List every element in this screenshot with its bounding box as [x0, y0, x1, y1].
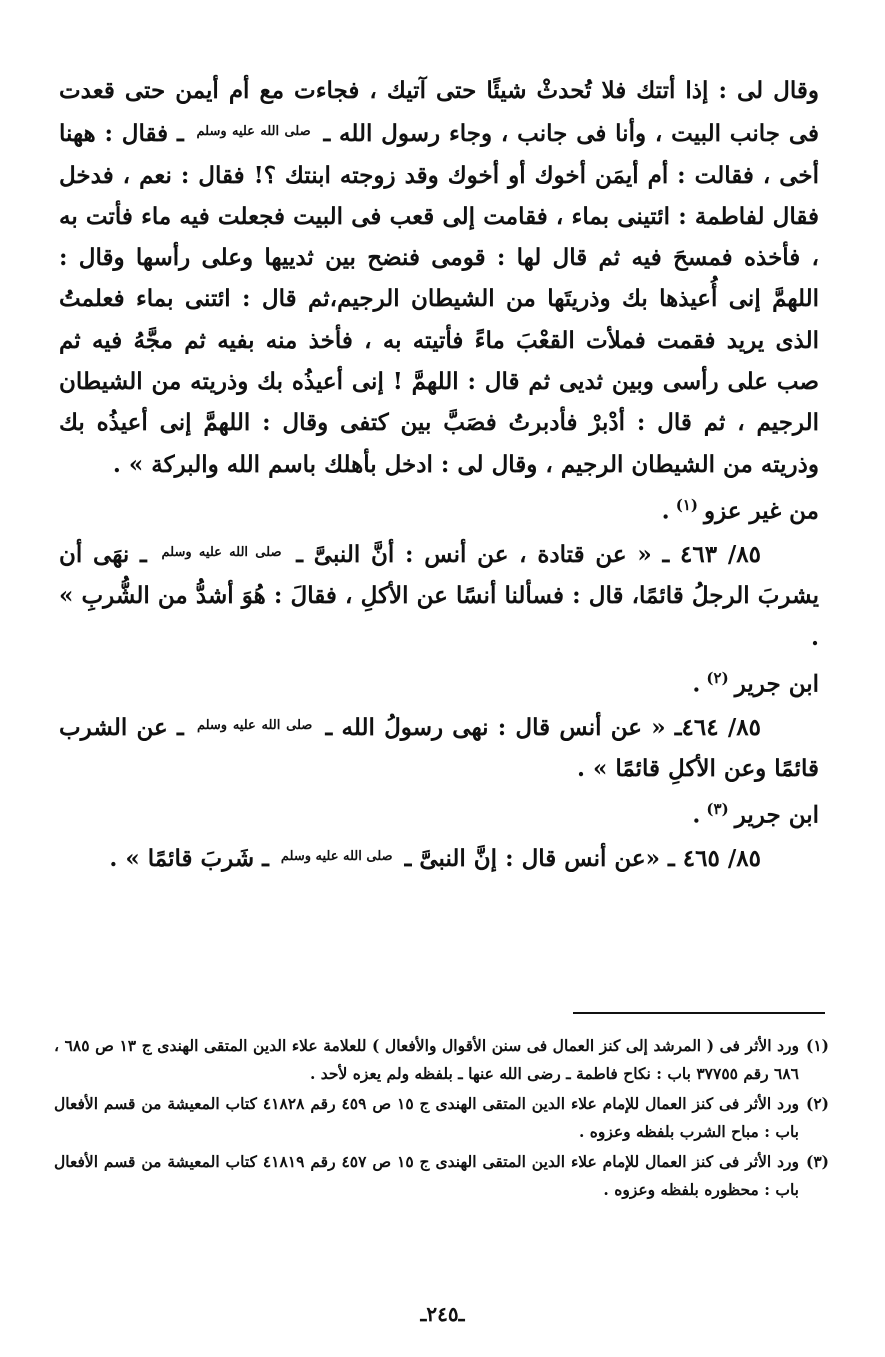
footnote-2 [54, 1090, 829, 1146]
footnote-text: ورد الأثر فى ( المرشد إلى كنز العمال فى سنن الأقوال والأفعال ) للعلامة علاء الدين المتقى الهندى ج ١٣ ص ٦٨٥ ، ٦٨٦ رقم ٣٧٧٥٥ باب : نكاح فاطمة ـ رضى الله عنها ـ بلفظه ولم يعزه لأحد . [54, 1036, 799, 1083]
text-segment: ـ فقال : ههنا أخى ، فقالت : أم أيمَن أخوك أو أخوك وقد زوجته ابنتك ؟! فقال : نعم ، فدخل فقال لفاطمة : ائتينى بماء ، فقامت إلى قعب فى البيت فجعلت فيه ماء فأتت به ، فأخذه فمسحَ فيه ثم قال لها : قومى فنضح بين ثدييها وعلى رأسها وقال : اللهمَّ إنى أُعيذها بك وذريتَها من الشيطان الرجيم،ثم قال : ائتنى بماء فعلمتُ الذى يريد فقمت فملأت القعْبَ ماءً فأتيته به ، فأخذ منه بفيه ثم مجَّهُ فيه ثم صب على رأسى وبين ثديى ثم قال : اللهمَّ ! إنى أعيذُه بك وذريته من الشيطان الرجيم ، ثم قال : أدْبرْ فأدبرتُ فصَبَّ بين كتفى وقال : اللهمَّ إنى أعيذُه بك وذريته من الشيطان الرجيم ، وقال لى : ادخل بأهلك باسم الله والبركة » . [59, 120, 819, 478]
source-line-2 [59, 658, 819, 705]
footnote-3 [54, 1148, 829, 1204]
salutation-glyph: صلى الله عليه وسلم [161, 544, 282, 560]
footnote-ref-1: (١) [675, 495, 698, 514]
text-segment: ٨٥/ ٤٦٣ ـ « عن قتادة ، عن أنس : أنَّ النبىَّ ـ [296, 540, 761, 568]
text-segment: ـ شَربَ قائمًا » . [109, 845, 269, 873]
hadith-465 [59, 836, 819, 879]
footnotes [54, 1032, 829, 1206]
salutation-glyph: صلى الله عليه وسلم [196, 717, 313, 733]
source-line-3 [59, 789, 819, 836]
text-segment: ـ عن الشرب قائمًا وعن الأكلِ قائمًا » . [59, 713, 819, 783]
hadith-462-text [59, 70, 819, 485]
source-line-1 [59, 485, 819, 532]
footnote-ref-3: (٣) [706, 800, 729, 819]
page-number: ـ٢٤٥ـ [420, 1302, 465, 1326]
hadith-464 [59, 705, 819, 790]
salutation-glyph: صلى الله عليه وسلم [196, 124, 311, 140]
text-segment: ٨٥/ ٤٦٤ـ « عن أنس قال : نهى رسولُ الله ـ [325, 713, 761, 741]
source-text: ابن جرير [734, 670, 819, 698]
footnote-number: (١) [805, 1036, 829, 1055]
footnote-text: ورد الأثر فى كنز العمال للإمام علاء الدين المتقى الهندى ج ١٥ ص ٤٥٩ رقم ٤١٨٢٨ كتاب المعيشة من قسم الأفعال باب : مباح الشرب بلفظه وعزوه . [54, 1094, 799, 1141]
main-text [59, 70, 819, 880]
salutation-glyph: صلى الله عليه وسلم [280, 849, 393, 865]
footnote-separator [573, 1012, 825, 1014]
period: . [661, 497, 670, 525]
text-segment: وقال لى : إذا أتتك فلا تُحدثْ شيئًا حتى آتيك ، فجاءت مع أم أيمن حتى قعدت فى جانب البيت ، وأنا فى جانب ، وجاء رسول الله ـ [59, 77, 820, 148]
footnote-number: (٣) [805, 1152, 829, 1171]
source-text: ابن جرير [734, 802, 819, 830]
text-segment: ٨٥/ ٤٦٥ ـ «عن أنس قال : إنَّ النبىَّ ـ [404, 845, 761, 873]
hadith-463 [59, 532, 819, 658]
footnote-ref-2: (٢) [706, 668, 729, 687]
footnote-text: ورد الأثر فى كنز العمال للإمام علاء الدين المتقى الهندى ج ١٥ ص ٤٥٧ رقم ٤١٨١٩ كتاب المعيشة من قسم الأفعال باب : محظوره بلفظه وعزوه . [54, 1152, 799, 1199]
text-segment: ـ نهَى أن يشربَ الرجلُ قائمًا، قال : فسألنا أنسًا عن الأكلِ ، فقالَ : هُوَ أشدُّ من الشُّربِ » . [59, 540, 819, 651]
period: . [692, 670, 701, 698]
source-text: من غير عزو [703, 497, 819, 525]
period: . [692, 802, 701, 830]
footnote-number: (٢) [805, 1094, 829, 1113]
footnote-1 [54, 1032, 829, 1088]
